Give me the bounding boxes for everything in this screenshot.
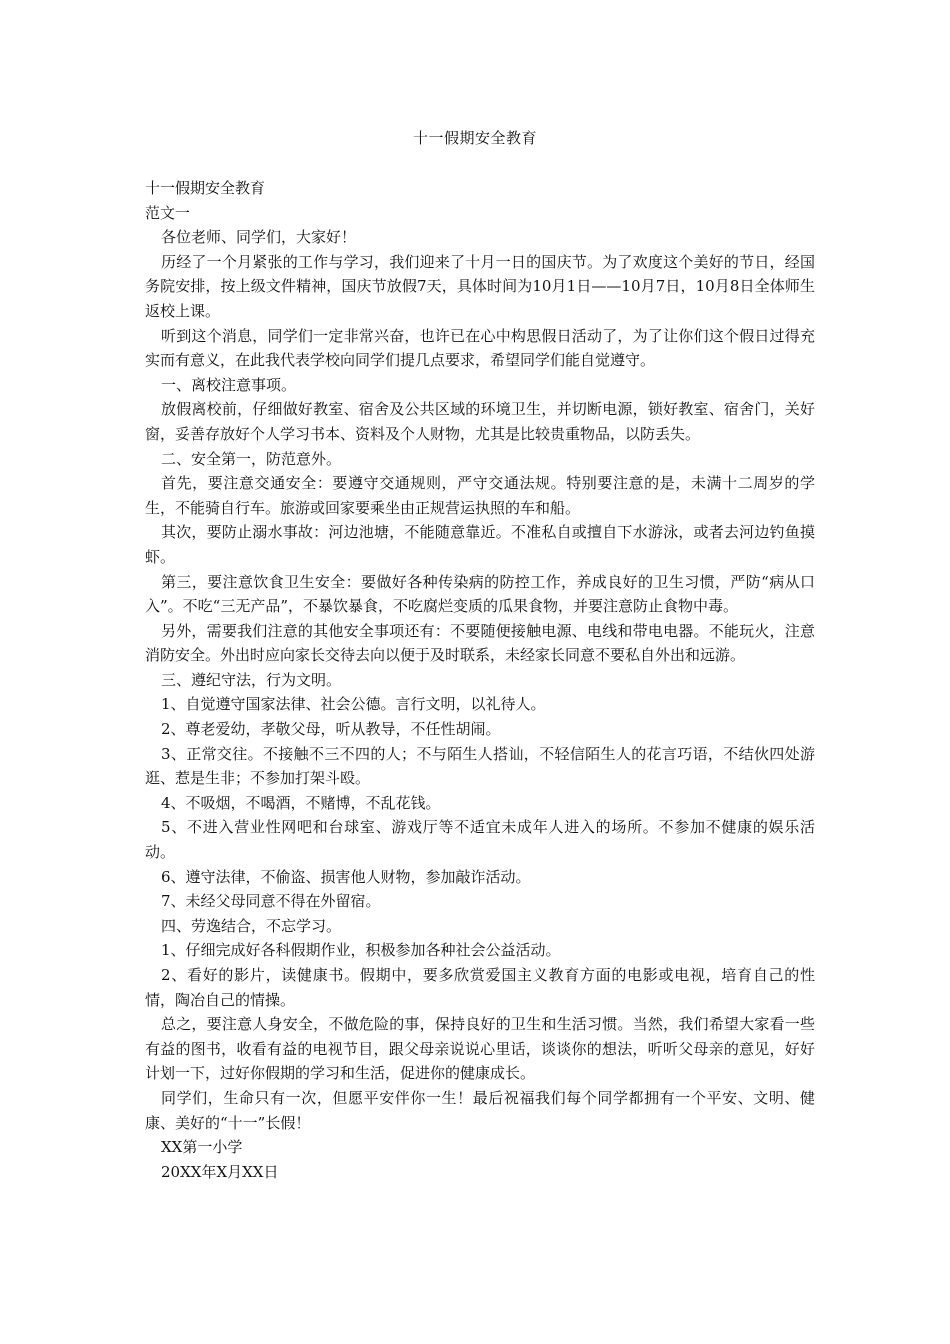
list-item: 6、遵守法律，不偷盗、损害他人财物，参加敲诈活动。 bbox=[161, 867, 531, 886]
body-heading: 十一假期安全教育 bbox=[145, 179, 266, 197]
body-subheading: 范文一 bbox=[145, 203, 191, 222]
section-heading-1: 一、离校注意事项。 bbox=[161, 375, 297, 394]
signature-school: XX第一小学 bbox=[161, 1138, 243, 1157]
paragraph-greeting: 各位老师、同学们，大家好！ bbox=[161, 228, 357, 247]
paragraph: 另外，需要我们注意的其他安全事项还有：不要随便接触电源、电线和带电电器。不能玩火，注意消防安全。外出时应向家长交待去向以便于及时联系，未经家长同意不要私自外出和远游。 bbox=[145, 621, 815, 665]
paragraph: 第三，要注意饮食卫生安全：要做好各种传染病的防控工作，养成良好的卫生习惯，严防“病从口入”。不吃“三无产品”，不暴饮暴食，不吃腐烂变质的瓜果食物，并要注意防止食物中毒。 bbox=[145, 572, 815, 616]
section-heading-4: 四、劳逸结合，不忘学习。 bbox=[161, 916, 342, 935]
paragraph: 其次，要防止溺水事故：河边池塘，不能随意靠近。不准私自或擅自下水游泳，或者去河边钓鱼摸虾。 bbox=[145, 523, 815, 566]
document-title: 十一假期安全教育 bbox=[412, 129, 537, 147]
list-item: 1、自觉遵守国家法律、社会公德。言行文明，以礼待人。 bbox=[161, 695, 546, 714]
list-item: 4、不吸烟，不喝酒，不赌博，不乱花钱。 bbox=[161, 793, 441, 812]
list-item: 2、看好的影片，读健康书。假期中，要多欣赏爱国主义教育方面的电影或电视，培育自己的性情，陶冶自己的情操。 bbox=[145, 966, 815, 1009]
list-item: 1、仔细完成好各科假期作业，积极参加各种社会公益活动。 bbox=[161, 941, 561, 960]
section-heading-2: 二、安全第一，防范意外。 bbox=[161, 449, 342, 468]
document-body bbox=[145, 176, 815, 1184]
list-item: 5、不进入营业性网吧和台球室、游戏厅等不适宜未成年人进入的场所。不参加不健康的娱乐活动。 bbox=[145, 818, 815, 862]
paragraph-closing: 同学们，生命只有一次，但愿平安伴你一生！最后祝福我们每个同学都拥有一个平安、文明、健康、美好的“十一”长假！ bbox=[145, 1088, 815, 1132]
paragraph: 放假离校前，仔细做好教室、宿舍及公共区域的环境卫生，并切断电源，锁好教室、宿舍门，关好窗，妥善存放好个人学习书本、资料及个人财物，尤其是比较贵重物品，以防丢失。 bbox=[145, 400, 815, 443]
section-heading-3: 三、遵纪守法，行为文明。 bbox=[161, 670, 342, 689]
list-item: 2、尊老爱幼，孝敬父母，听从教导，不任性胡闹。 bbox=[161, 720, 501, 739]
signature-date: 20XX年X月XX日 bbox=[161, 1162, 279, 1181]
paragraph-summary: 总之，要注意人身安全，不做危险的事，保持良好的卫生和生活习惯。当然，我们希望大家看一些有益的图书，收看有益的电视节目，跟父母亲说说心里话，谈谈你的想法，听听父母亲的意见，好好计划一下，过好你假期的学习和生活，促进你的健康成长。 bbox=[145, 1015, 815, 1083]
paragraph: 首先，要注意交通安全：要遵守交通规则，严守交通法规。特别要注意的是，未满十二周岁的学生，不能骑自行车。旅游或回家要乘坐由正规营运执照的车和船。 bbox=[145, 474, 815, 517]
paragraph-intro: 历经了一个月紧张的工作与学习，我们迎来了十月一日的国庆节。为了欢度这个美好的节日，经国务院安排，按上级文件精神，国庆节放假7天，具体时间为10月1日——10月7日，10月8日全体师生返校上课。 bbox=[145, 252, 815, 320]
list-item: 3、正常交往。不接触不三不四的人；不与陌生人搭讪，不轻信陌生人的花言巧语，不结伙四处游逛、惹是生非；不参加打架斗殴。 bbox=[145, 744, 815, 788]
list-item: 7、未经父母同意不得在外留宿。 bbox=[161, 892, 381, 911]
paragraph-purpose: 听到这个消息，同学们一定非常兴奋，也许已在心中构思假日活动了，为了让你们这个假日过得充实而有意义，在此我代表学校向同学们提几点要求，希望同学们能自觉遵守。 bbox=[145, 326, 815, 370]
